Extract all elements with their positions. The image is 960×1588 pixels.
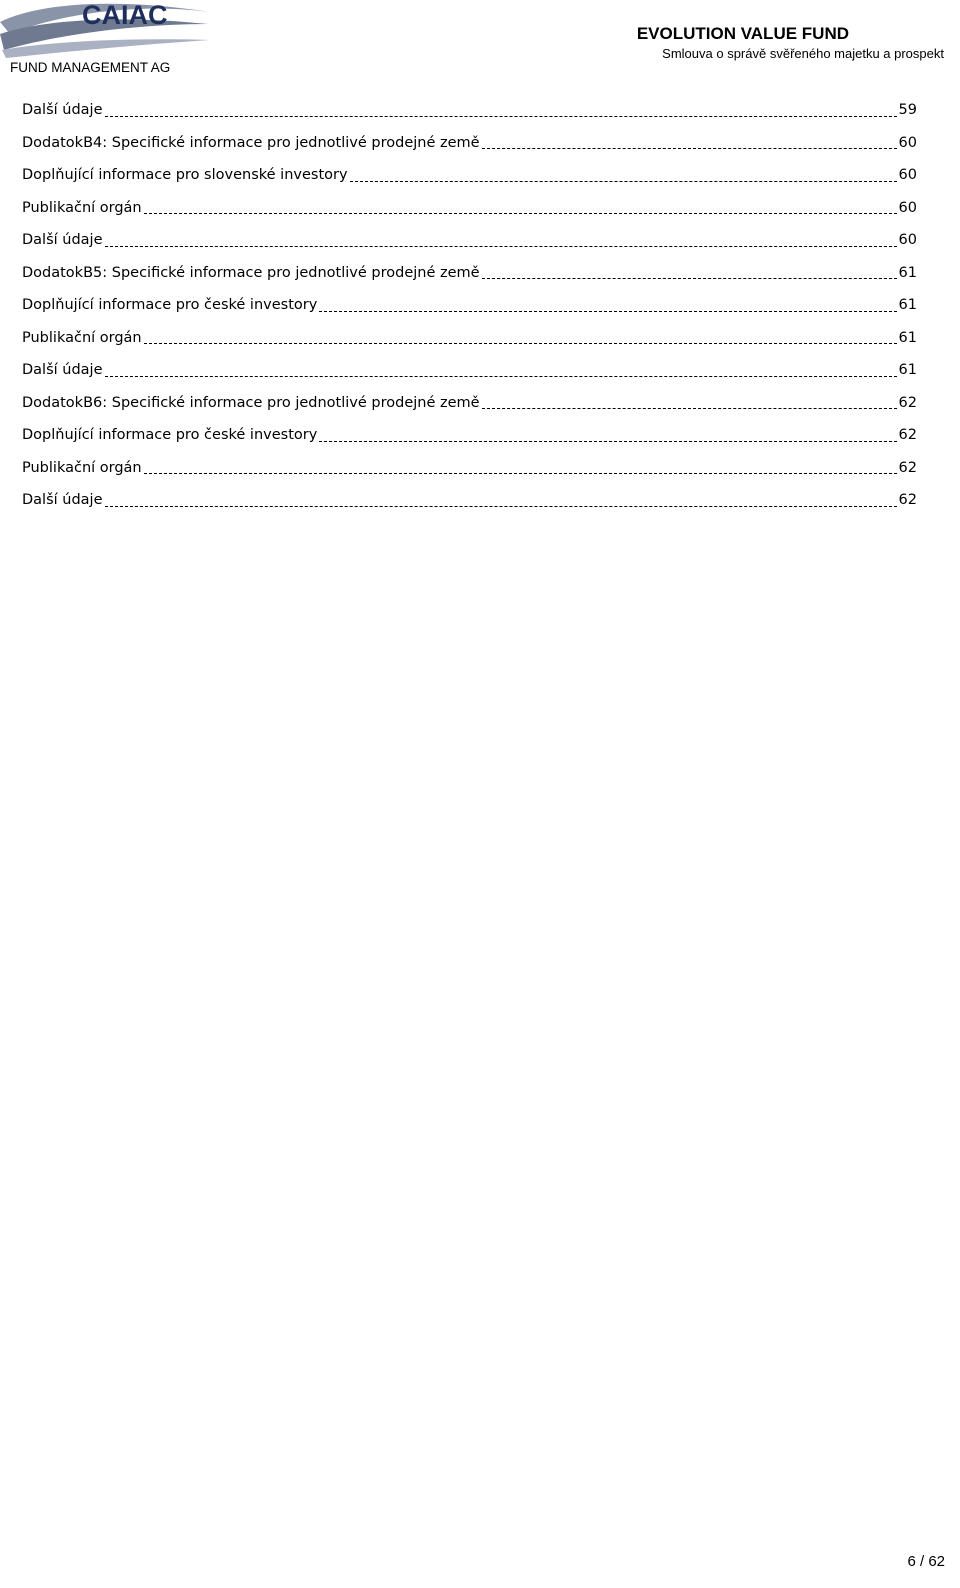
table-of-contents <box>22 85 917 508</box>
toc-dot-leader <box>144 473 897 474</box>
toc-entry[interactable] <box>22 410 917 443</box>
logo-wordmark: CAIAC <box>82 0 168 30</box>
toc-entry-label: Doplňující informace pro české investory <box>22 427 318 443</box>
toc-entry-label: Doplňující informace pro české investory <box>22 297 318 313</box>
toc-dot-leader <box>144 343 897 344</box>
toc-entry-label: Publikační orgán <box>22 329 142 346</box>
toc-entry-page: 61 <box>898 362 917 378</box>
toc-entry-page: 59 <box>898 102 917 118</box>
toc-dot-leader <box>144 213 897 214</box>
toc-entry-page: 60 <box>898 232 917 248</box>
toc-entry[interactable] <box>22 215 917 248</box>
toc-entry-label: Další údaje <box>22 232 103 248</box>
toc-entry-page: 62 <box>898 492 917 508</box>
toc-entry[interactable] <box>22 378 917 411</box>
toc-dot-leader <box>482 148 897 149</box>
logo-subtext: FUND MANAGEMENT AG <box>10 60 171 75</box>
toc-entry-page: 61 <box>898 329 917 346</box>
toc-entry[interactable] <box>22 443 917 476</box>
toc-entry-label: Další údaje <box>22 492 103 508</box>
toc-dot-leader <box>482 278 897 279</box>
toc-entry[interactable] <box>22 475 917 508</box>
toc-dot-leader <box>105 506 897 507</box>
toc-entry-page: 60 <box>898 167 917 183</box>
fund-subtitle: Smlouva o správě svěřeného majetku a prospekt <box>662 46 944 61</box>
toc-dot-leader <box>105 246 897 247</box>
page-indicator: 6 / 62 <box>907 1553 945 1570</box>
toc-entry-label: Další údaje <box>22 362 103 378</box>
toc-dot-leader <box>105 376 897 377</box>
toc-entry-page: 60 <box>898 199 917 216</box>
fund-title: EVOLUTION VALUE FUND <box>636 24 849 43</box>
toc-entry-page: 62 <box>898 427 917 443</box>
page-header <box>0 0 960 80</box>
toc-entry-page: 61 <box>898 297 917 313</box>
toc-entry-label: Publikační orgán <box>22 459 142 476</box>
toc-entry[interactable] <box>22 183 917 216</box>
toc-entry-page: 61 <box>898 264 917 281</box>
toc-entry[interactable] <box>22 280 917 313</box>
toc-dot-leader <box>350 181 897 182</box>
toc-entry[interactable] <box>22 345 917 378</box>
toc-entry-label: Publikační orgán <box>22 199 142 216</box>
toc-entry-label: DodatokB4: Specifické informace pro jednotlivé prodejné země <box>22 134 480 151</box>
toc-dot-leader <box>319 441 896 442</box>
toc-entry[interactable] <box>22 248 917 281</box>
toc-dot-leader <box>482 408 897 409</box>
toc-entry[interactable] <box>22 118 917 151</box>
toc-entry-page: 60 <box>898 134 917 151</box>
toc-entry-label: Další údaje <box>22 102 103 118</box>
toc-entry-label: Doplňující informace pro slovenské investory <box>22 167 348 183</box>
toc-dot-leader <box>105 116 897 117</box>
toc-entry-page: 62 <box>898 459 917 476</box>
caiac-logo <box>0 0 215 80</box>
toc-entry-page: 62 <box>898 394 917 411</box>
toc-dot-leader <box>319 311 896 312</box>
toc-entry[interactable] <box>22 85 917 118</box>
toc-entry[interactable] <box>22 150 917 183</box>
toc-entry-label: DodatokB5: Specifické informace pro jednotlivé prodejné země <box>22 264 480 281</box>
toc-entry-label: DodatokB6: Specifické informace pro jednotlivé prodejné země <box>22 394 480 411</box>
toc-entry[interactable] <box>22 313 917 346</box>
